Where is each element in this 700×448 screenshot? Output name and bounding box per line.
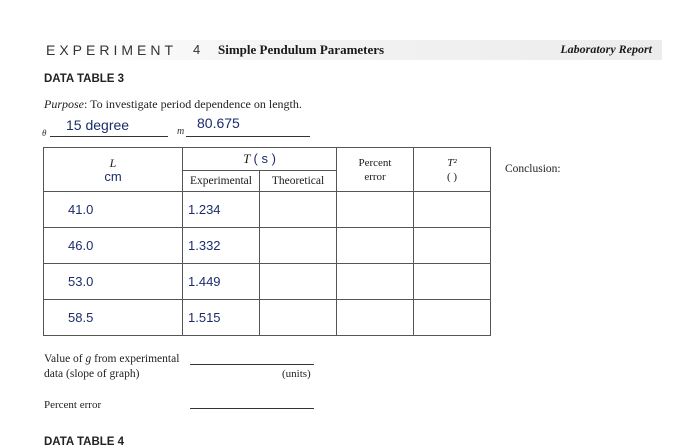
t-squared-cell[interactable]	[414, 264, 491, 300]
percent-error-header	[337, 148, 414, 192]
purpose-prefix: Purpose	[44, 97, 84, 111]
data-table-title: DATA TABLE 3	[44, 73, 125, 85]
length-header	[44, 148, 183, 192]
percent-error-cell[interactable]	[337, 228, 414, 264]
percent-error-cell[interactable]	[337, 192, 414, 228]
experiment-label: EXPERIMENT	[46, 42, 178, 58]
conclusion-label: Conclusion:	[505, 163, 561, 175]
length-cell[interactable]: 46.0	[44, 228, 183, 264]
report-label: Laboratory Report	[560, 42, 652, 56]
g-value-field[interactable]	[190, 364, 314, 365]
theoretical-period-cell[interactable]	[260, 228, 337, 264]
purpose-statement	[44, 97, 302, 112]
table-row	[44, 228, 491, 264]
t-squared-cell[interactable]	[414, 228, 491, 264]
next-table-title: DATA TABLE 4	[44, 436, 125, 448]
units-label: (units)	[282, 368, 311, 380]
percent-error-header-line2: error	[364, 170, 386, 183]
period-symbol: T	[243, 151, 251, 166]
t-squared-symbol: T²	[447, 156, 457, 169]
mass-value-field[interactable]: 80.675	[197, 115, 240, 131]
purpose-text: : To investigate period dependence on length.	[84, 97, 302, 111]
g-symbol: g	[85, 353, 92, 365]
experimental-header: Experimental	[183, 171, 260, 192]
t-squared-header	[414, 148, 491, 192]
table-row	[44, 300, 491, 336]
theoretical-period-cell[interactable]	[260, 300, 337, 336]
theoretical-period-cell[interactable]	[260, 264, 337, 300]
g-label-line2: data (slope of graph)	[44, 368, 140, 380]
theta-underline	[50, 136, 168, 137]
length-cell[interactable]: 58.5	[44, 300, 183, 336]
g-value-label	[44, 352, 179, 382]
percent-error-label: Percent error	[44, 399, 102, 411]
experiment-number: 4	[193, 42, 201, 57]
period-header	[183, 148, 337, 171]
period-unit: ( s )	[253, 151, 276, 166]
percent-error-field[interactable]	[190, 408, 314, 409]
length-symbol: L	[109, 155, 117, 170]
percent-error-cell[interactable]	[337, 300, 414, 336]
percent-error-header-line1: Percent	[358, 156, 392, 169]
theta-value-field[interactable]: 15 degree	[66, 117, 130, 133]
experimental-period-cell[interactable]: 1.332	[183, 228, 260, 264]
data-table	[43, 147, 491, 336]
g-label-suffix: from experimental	[91, 353, 180, 365]
t-squared-cell[interactable]	[414, 192, 491, 228]
experimental-period-cell[interactable]: 1.515	[183, 300, 260, 336]
length-unit: cm	[104, 168, 122, 184]
g-label-prefix: Value of	[44, 353, 86, 365]
theoretical-header: Theoretical	[260, 171, 337, 192]
experimental-period-cell[interactable]: 1.234	[183, 192, 260, 228]
table-row	[44, 192, 491, 228]
table-row	[44, 264, 491, 300]
length-cell[interactable]: 41.0	[44, 192, 183, 228]
theoretical-period-cell[interactable]	[260, 192, 337, 228]
percent-error-cell[interactable]	[337, 264, 414, 300]
mass-underline	[186, 136, 310, 137]
mass-symbol: m	[177, 126, 185, 137]
experiment-title: Simple Pendulum Parameters	[218, 42, 385, 57]
length-cell[interactable]: 53.0	[44, 264, 183, 300]
experimental-period-cell[interactable]: 1.449	[183, 264, 260, 300]
t-squared-cell[interactable]	[414, 300, 491, 336]
t-squared-unit: ( )	[446, 170, 458, 183]
theta-symbol: θ	[42, 128, 47, 138]
